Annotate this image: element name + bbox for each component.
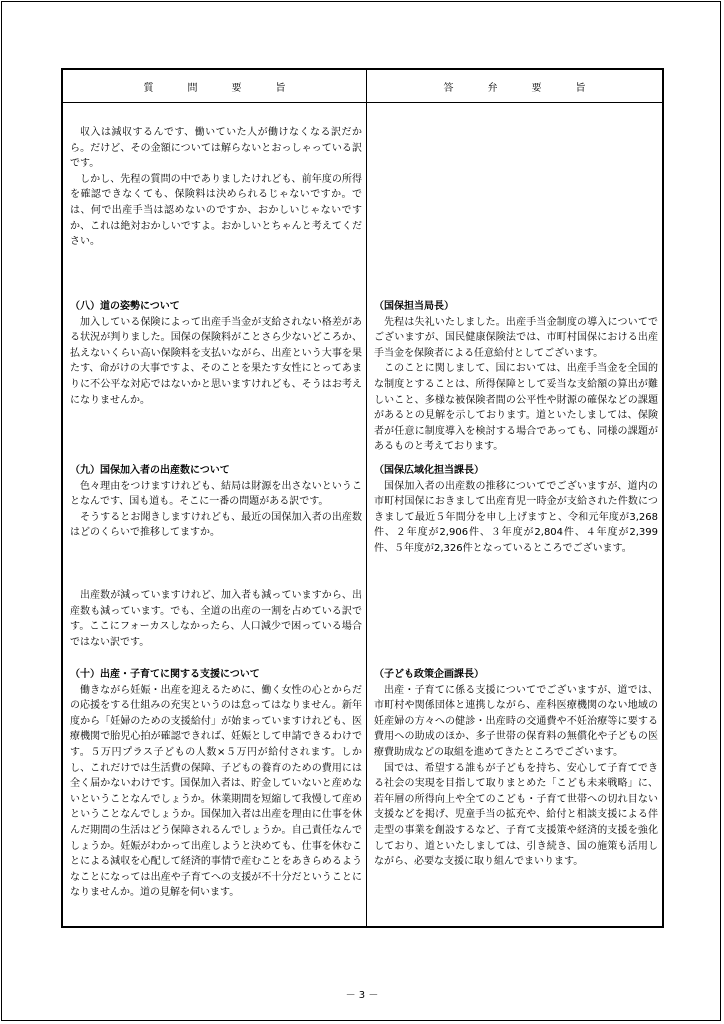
question-summary-header: 質問要旨: [143, 82, 320, 94]
answer-paragraph: このことに関しまして、国においては、出産手当金を全国的な制度とすることは、所得保障として妥当な支給額の算出が難しいこと、多様な被保険者間の公平性や財源の確保などの課題があるとの見解を示しております。道といたしましては、保険者が任意に制度導入を検討する場合であっても、同様の課題があるものと考えております。: [374, 363, 658, 453]
answer-paragraph: 出産・子育てに係る支援についてでございますが、道では、市町村や関係団体と連携しながら、産科医療機関のない地域の妊産婦の方々への健診・出産時の交通費や不妊治療等に要する費用への助成のほか、多子世帯の保育料の無償化や子どもの医療費助成などの取組を進めてきたところでございます。: [374, 684, 658, 758]
question-paragraph: 加入している保険によって出産手当金が支給されない格差がある状況が判りました。国保の保険料がことさら少ないどころか、払えないくらい高い保険料を支払いながら、出産という大事を果たす、命がけの大事ですよ、そのことを果たす女性にとってあまりに不公平な対応ではないかと思いますけれども、そうはお考えになりませんか。: [70, 316, 362, 406]
answerer-heading: （国保広域化担当課長）: [374, 465, 484, 476]
answer-paragraph: 国保加入者の出産数の推移についてでございますが、道内の市町村国保におきまして出産育児一時金が支給された件数につきまして最近５年間分を申し上げますと、令和元年度が3,268件、２年度が2,906件、３年度が2,804件、４年度が2,399件、５年度が2,326件となっているところでございます。: [374, 480, 658, 554]
question-paragraph: 出産数が減っていますけれど、加入者も減っていますから、出産数も減っています。でも、全道の出産の一割を占めている訳です。ここにフォーカスしなかったら、人口減少で困っている場合ではない訳です。: [70, 590, 362, 648]
table-header: [63, 70, 662, 103]
section-heading: （十）出産・子育てに関する支援について: [70, 669, 260, 680]
question-section-10: [70, 667, 362, 901]
question-intro: [70, 125, 362, 250]
question-section-8: [70, 299, 362, 408]
question-paragraph: しかし、先程の質問の中でありましたけれども、前年度の所得を確認できなくても、保険料は決められるじゃないですか。では、何で出産手当は認めないのですか、おかしいじゃないですか、これは絶対おかしいですよ。おかしいとちゃんと考えてください。: [70, 173, 362, 248]
column-divider: [366, 70, 367, 926]
answer-section-8: [374, 299, 658, 455]
section-heading: （九）国保加入者の出産数について: [70, 465, 230, 476]
question-paragraph: 色々理由をつけますけれども、結局は財源を出さないということなんです、国も道も。そこに一番の問題がある訳です。: [70, 480, 362, 508]
question-section-9-followup: [70, 588, 362, 650]
answer-section-10: [374, 667, 658, 870]
question-paragraph: そうするとお聞きしますけれども、最近の国保加入者の出産数はどのくらいで推移してますか。: [70, 511, 362, 539]
question-section-9: [70, 463, 362, 541]
qa-table: [61, 68, 664, 928]
question-paragraph: 収入は減収するんです、働いていた人が働けなくなる訳だから。だけど、その金額については解らないとおっしゃっている訳です。: [70, 127, 362, 170]
answer-paragraph: 国では、希望する誰もが子どもを持ち、安心して子育てできる社会の実現を目指して取りまとめた「こども未来戦略」に、若年層の所得向上や全てのこども・子育て世帯への切れ目ない支援などを掲げ、児童手当の拡充や、給付と相談支援による伴走型の事業を創設するなど、子育て支援策や経済的支援を強化しており、道といたしましては、引き続き、国の施策も活用しながら、必要な支援に取り組んでまいります。: [374, 762, 658, 868]
answer-paragraph: 先程は失礼いたしました。出産手当金制度の導入についてでございますが、国民健康保険法では、市町村国保における出産手当金を保険者による任意給付としてございます。: [374, 316, 658, 359]
answer-section-9: [374, 463, 658, 557]
section-heading: （八）道の姿勢について: [70, 301, 180, 312]
page-number: － 3 －: [345, 990, 379, 1001]
answer-summary-header: 答弁要旨: [443, 82, 620, 94]
answerer-heading: （国保担当局長）: [374, 301, 454, 312]
answerer-heading: （子ども政策企画課長）: [374, 669, 484, 680]
question-paragraph: 働きながら妊娠・出産を迎えるために、働く女性の心とからだの応援をする仕組みの充実というのは怠ってはなりません。新年度から「妊婦のための支援給付」が始まっていますけれども、医療機関で胎児心拍が確認できれば、妊娠として申請できるわけです。５万円プラス子どもの人数×５万円が給付されます。しかし、これだけでは生活費の保障、子どもの養育のための費用には全く届かないわけです。国保加入者は、貯金していないと産めないということなんでしょうか。休業期間を短縮して我慢して産めということなんでしょうか。国保加入者は出産を理由に仕事を休んだ期間の生活はどう保障されるんでしょうか。自己責任なんでしょうか。妊娠がわかって出産しようと決めても、仕事を休むことによる減収を心配して経済的事情で産むことをあきらめるようなことになっては出産や子育てへの支援が不十分だということになりませんか。道の見解を伺います。: [70, 684, 362, 899]
